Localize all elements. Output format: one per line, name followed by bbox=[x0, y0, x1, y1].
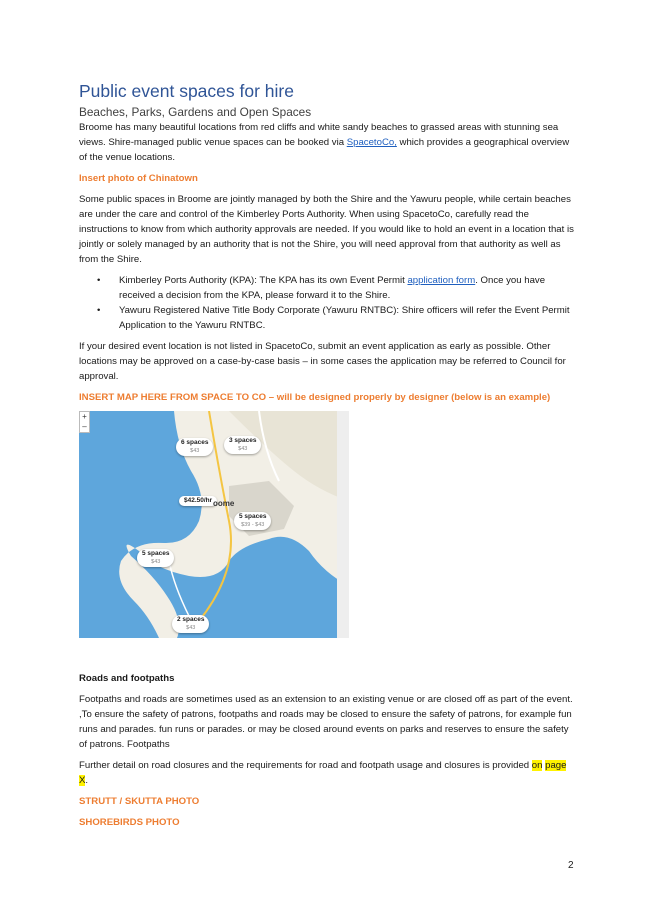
authority-list bbox=[79, 273, 575, 333]
document-body bbox=[79, 80, 575, 830]
map-pin[interactable]: 3 spaces $43 bbox=[224, 436, 261, 454]
kpa-application-form-link[interactable]: application form bbox=[407, 275, 476, 286]
map-pin[interactable]: 5 spaces $39 - $43 bbox=[234, 512, 271, 530]
zoom-out-button[interactable]: – bbox=[82, 422, 87, 431]
map-land bbox=[79, 411, 349, 638]
map-zoom-control bbox=[79, 411, 90, 433]
zoom-in-button[interactable]: + bbox=[82, 412, 87, 421]
list-item: • Yawuru Registered Native Title Body Corporate (Yawuru RNTBC): Shire officers will refer the Event Permit Application to the Yawuru RNTBC. bbox=[97, 305, 570, 331]
map-placeholder-note: INSERT MAP HERE FROM SPACE TO CO – will be designed properly by designer (below is an example) bbox=[79, 392, 551, 403]
jointly-managed-paragraph: Some public spaces in Broome are jointly managed by both the Shire and the Yawuru people, while certain beaches are under the care and control of the Kimberley Ports Authority. When using SpacetoCo, carefully read the instructions to know from which authority approvals are needed. If you would like to hold an event in a location that is jointly or solely managed by an authority that is not the Shire, you will need approval from that authority as well as from the Shire. bbox=[79, 194, 574, 265]
page-number: 2 bbox=[568, 860, 574, 871]
roads-heading: Roads and footpaths bbox=[79, 673, 175, 684]
map-pin[interactable]: $42.50/hr bbox=[179, 496, 217, 506]
shorebirds-photo-note: SHOREBIRDS PHOTO bbox=[79, 817, 180, 828]
further-detail-paragraph: Further detail on road closures and the requirements for road and footpath usage and closures is provided on page X. bbox=[79, 760, 567, 786]
intro-paragraph: Broome has many beautiful locations from red cliffs and white sandy beaches to grassed areas with stunning sea views. Shire-managed public venue spaces can be booked via SpacetoCo, which provides a geographical overview of the venue locations. bbox=[79, 122, 570, 163]
page-title: Public event spaces for hire bbox=[79, 81, 294, 101]
roads-paragraph: Footpaths and roads are sometimes used as an extension to an existing venue or are closed off as part of the event. ,To ensure the safety of patrons, footpaths and roads may be closed to ensure the safety of patrons, for example fun runs and parades. fun runs or parades. or may be closed around events on parks and reserves to ensure the safety of patrons. Footpaths bbox=[79, 694, 573, 750]
not-listed-paragraph: If your desired event location is not listed in SpacetoCo, submit an event application as early as possible. Other locations may be approved on a case-by-case basis – in some cases the application may be referred to Council for approval. bbox=[79, 341, 566, 382]
page-subtitle: Beaches, Parks, Gardens and Open Spaces bbox=[79, 105, 312, 119]
map-town-label: oome bbox=[213, 499, 235, 508]
chinatown-photo-note: Insert photo of Chinatown bbox=[79, 173, 198, 184]
map-pin[interactable]: 6 spaces $43 bbox=[176, 438, 213, 456]
map-pin[interactable]: 2 spaces $43 bbox=[172, 615, 209, 633]
spacetoco-link[interactable]: SpacetoCo, bbox=[346, 137, 397, 148]
map-pin[interactable]: 5 spaces $43 bbox=[137, 549, 174, 567]
list-item: • Kimberley Ports Authority (KPA): The KPA has its own Event Permit application form. Once you have received a decision from the KPA, please forward it to the Shire. bbox=[97, 275, 546, 301]
strutt-photo-note: STRUTT / SKUTTA PHOTO bbox=[79, 796, 200, 807]
venue-map[interactable] bbox=[79, 411, 349, 638]
